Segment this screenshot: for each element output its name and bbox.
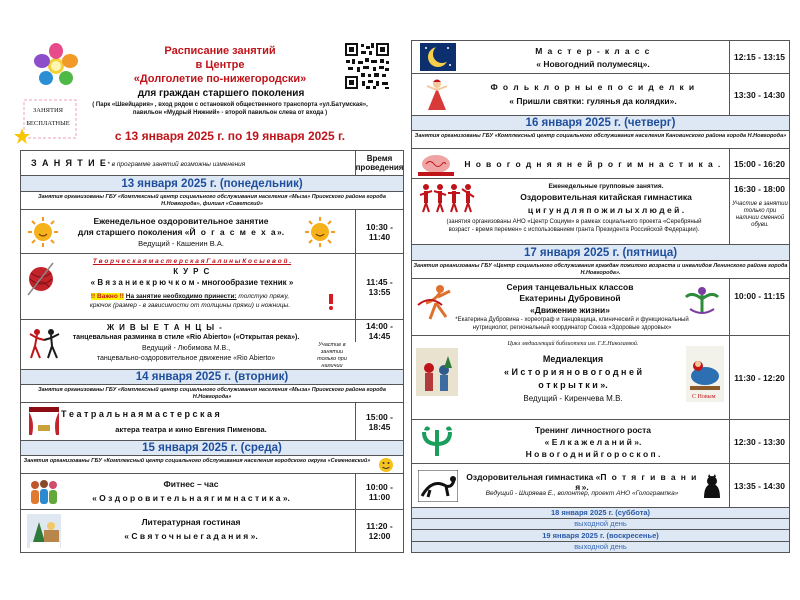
org-row-wednesday (21, 455, 403, 473)
dance-shoes-note: Участие в занятии только при наличии (317, 342, 347, 369)
org-row-monday (21, 191, 403, 209)
training-name: « Е л к а ж е л а н и й ». (544, 437, 642, 447)
org-text-wednesday: Занятия организованы ГБУ «Комплексный центр социального обслуживания населения городского округа «Семеновский» (23, 458, 371, 464)
class-row-training (412, 419, 789, 463)
lecture-name2: о т к р ы т к и ». (538, 380, 608, 390)
day-header-thursday: 16 января 2025 г. (четверг) (412, 115, 789, 130)
crochet-course: К У Р С (173, 267, 211, 276)
yoga-leader: Ведущий - Кашенин В.А. (138, 239, 224, 248)
org-row-tuesday (21, 384, 403, 402)
lecture-leader: Ведущий - Киренчева М.В. (523, 394, 623, 403)
org-text-friday: Занятия организованы ГБУ «Центр социального обслуживания граждан пожилого возраста и инвалидов Ленинского района города Н.Новгорода». (413, 263, 788, 276)
lecture-cycle: Цикл медиалекций библиотеки им. Г.Е.Николаевой. (507, 341, 639, 347)
stretch-time: 13:35 - 14:30 (729, 464, 789, 507)
star-icon (14, 128, 30, 144)
day-off-sunday: выходной день (412, 541, 789, 552)
stretch-leader: Ведущий - Ширяева Е., волонтер, проект АНО «Гологрампка» (485, 490, 679, 497)
class-row-stretch (412, 463, 789, 507)
class-row-qigong (412, 178, 789, 244)
literary-name: « С в я т о ч н ы е г а д а н и я ». (124, 531, 258, 541)
free-classes-badge (20, 98, 80, 142)
class-row-folk (412, 73, 789, 115)
left-page (20, 0, 404, 555)
class-row-theatre (21, 402, 403, 440)
dance-series-line4: *Екатерина Дубровина - хореограф и танцовщица, клинический и функциональный (455, 317, 689, 323)
master-time: 12:15 - 13:15 (729, 41, 789, 73)
crochet-name: « В я з а н и е к р ю ч к о м - многообразие техник » (90, 278, 294, 287)
sun-icon (28, 216, 58, 248)
neuro-name: Н о в о г о д н я я н е й р о г и м н а с т и к а . (464, 159, 722, 169)
qigong-shoes-note: Участие в занятии только при наличии сменной обуви. (732, 201, 788, 228)
dance-time: 14:00 - 14:45 (355, 320, 403, 342)
day-header-friday: 17 января 2025 г. (пятница) (412, 244, 789, 260)
class-row-fitness (21, 473, 403, 509)
sun-icon-right (305, 216, 335, 248)
folk-line1: Ф о л ь к л о р н ы е п о с и д е л к и (490, 82, 696, 92)
theatre-leader: актера театра и кино Евгения Пименова. (115, 425, 267, 434)
training-line3: Н о в о г о д н и й г о р о с к о п . (525, 449, 661, 459)
crochet-studio: Т в о р ч е с к а я м а с т е р с к а я Г а л и н ы К о с ы е в о й . (92, 258, 292, 265)
lecture-time: 11:30 - 12:20 (729, 336, 789, 419)
theatre-curtain-icon (29, 407, 59, 435)
header-address-line2: павильон «Мудрый Нижний» - второй павильон слева от входа ) (132, 110, 328, 116)
header-title-line1: Расписание занятий (164, 45, 276, 57)
literary-time: 11:20 - 12:00 (355, 510, 403, 552)
schedule-table-right (411, 40, 790, 553)
dance-leader: Ведущий - Любимова М.В., (141, 345, 231, 352)
class-row-master (412, 41, 789, 73)
svg-text:С Новым: С Новым (692, 394, 716, 400)
folk-dancer-icon (422, 78, 452, 112)
table-header-row (21, 151, 403, 175)
class-row-lecture (412, 335, 789, 419)
class-row-literary (21, 509, 403, 552)
stretch-name: П о т я г и в а н и я (575, 472, 698, 492)
theatre-name: Т е а т р а л ь н а я м а с т е р с к а я (61, 409, 220, 419)
christmas-scene-icon (27, 514, 61, 548)
day-header-saturday: 18 января 2025 г. (суббота) (412, 507, 789, 518)
vintage-postcard-icon (416, 348, 458, 408)
class-row-neuro (412, 148, 789, 178)
theatre-time: 15:00 - 18:45 (355, 403, 403, 440)
header-date-range: с 13 января 2025 г. по 19 января 2025 г. (114, 129, 346, 143)
org-row-thursday (412, 130, 789, 148)
free-badge-line1: ЗАНЯТИЯ (33, 107, 63, 114)
fitness-group-icon (27, 477, 61, 507)
lecture-name: « И с т о р и я н о в о г о д н е й (503, 367, 643, 377)
dance-line4: танцевально-оздоровительное движение «Rio Abierto» (96, 355, 276, 362)
crescent-moon-icon (420, 43, 456, 71)
crochet-time: 11:45 - 13:55 (355, 254, 403, 319)
dance-series-time: 10:00 - 11:15 (729, 279, 789, 335)
flower-logo-icon (30, 41, 82, 91)
day-header-wednesday: 15 января 2025 г. (среда) (21, 440, 403, 455)
yoga-time: 10:30 - 11:40 (355, 210, 403, 253)
dance-series-name: «Движение жизни» (530, 305, 610, 315)
yoga-line1: Еженедельное оздоровительное занятие (93, 216, 269, 226)
time-column-header: Время проведения (355, 151, 403, 175)
yarn-ball-icon (25, 261, 57, 297)
dance-name: Ж И В Ы Е Т А Н Ц Ы - (106, 323, 224, 332)
qigong-time: 16:30 - 18:00 (729, 179, 789, 244)
day-header-tuesday: 14 января 2025 г. (вторник) (21, 369, 403, 384)
stretch-line1: Оздоровительная гимнастика «П о т я г и в а н и я». (466, 472, 698, 492)
neuro-time: 15:00 - 16:20 (729, 149, 789, 178)
header-title-line3: «Долголетие по-нижегородски» (133, 73, 307, 85)
qigong-line2: Оздоровительная китайская гимнастика (520, 192, 692, 202)
fitness-line1: Фитнес – час (163, 479, 219, 489)
table-header-note: * в программе занятий возможны изменения (107, 161, 246, 168)
folk-name: « Пришли святки: гулянья да колядки». (509, 96, 677, 106)
lecture-line1: Медиалекция (542, 354, 604, 364)
header-subtitle: для граждан старшего поколения (137, 88, 305, 99)
qigong-line1: Еженедельные групповые занятия. (548, 183, 664, 190)
exclamation-icon (326, 294, 336, 310)
smiley-icon (376, 456, 396, 474)
master-name: « Новогодний полумесяц». (536, 59, 650, 69)
org-row-friday (412, 260, 789, 278)
class-row-yoga (21, 209, 403, 253)
qigong-name: ц и г у н д л я п о ж и л ы х л ю д е й . (527, 205, 685, 215)
day-header-sunday: 19 января 2025 г. (воскресенье) (412, 529, 789, 541)
org-text-tuesday: Занятия организованы ГБУ «Комплексный центр социального обслуживания населения «Мыза» Приокского района города Н.Новгорода» (38, 387, 386, 400)
dance-line2: танцевальная разминка в стиле «Rio Abierto» («Открытая река»). (72, 334, 300, 341)
cat-stretch-icon (418, 470, 458, 502)
literary-line1: Литературная гостиная (141, 517, 241, 527)
qigong-line4: (занятия организованы АНО «Центр Социум» в рамках социального проекта «Серебряный (446, 219, 702, 225)
crochet-requirements: !! Важно !! На занятие необходимо принести: толстую пряжу, крючок (размер - в зависимости от толщины пряжи) и ножницы. (89, 293, 291, 309)
day-header-monday: 13 января 2025 г. (понедельник) (21, 175, 403, 191)
wellness-logo-icon (682, 283, 722, 317)
fitness-time: 10:00 - 11:00 (355, 474, 403, 509)
fitness-name: « О з д о р о в и т е л ь н а я г и м н а с т и к а ». (92, 493, 290, 503)
dance-series-line5: нутрициолог, региональный координатор Союза «Здоровые здоровых» (472, 325, 672, 331)
free-badge-line2: БЕСПЛАТНЫЕ (26, 120, 70, 127)
folk-time: 13:30 - 14:30 (729, 74, 789, 115)
dance-series-line1: Серия танцевальных классов (506, 282, 634, 292)
table-header-title: З А Н Я Т И Е (31, 158, 108, 168)
important-marker: !! Важно !! (90, 293, 124, 300)
yoga-name: Й о г а с м е х а (189, 227, 277, 237)
org-text-monday: Занятия организованы ГБУ «Комплексный центр социального обслуживания населения «Мыза» Приокского района города Н.Новгорода», филиал «Советский» (38, 194, 386, 207)
training-time: 12:30 - 13:30 (729, 420, 789, 463)
psi-symbol-icon (420, 426, 454, 458)
training-line1: Тренинг личностного роста (534, 425, 652, 435)
brain-training-icon (416, 151, 456, 177)
class-row-dance (21, 319, 403, 369)
schedule-header (20, 38, 404, 148)
cat-silhouette-icon (700, 474, 724, 500)
yoga-line2: для старшего поколения «Й о г а с м е х а». (77, 227, 285, 237)
master-line1: М а с т е р - к л а с с (535, 46, 651, 56)
header-title-line2: в Центре (195, 59, 245, 71)
dance-series-line2: Екатерины Дубровиной (519, 293, 621, 303)
org-text-thursday: Занятия организованы ГБУ «Комплексный центр социального обслуживания населения Кановинского района города Н.Новгорода» (414, 133, 787, 139)
santa-postcard-icon (686, 346, 724, 402)
qigong-figures-icon (418, 183, 484, 213)
header-address-line1: ( Парк «Швейцария» , вход рядом с остановкой общественного транспорта «ул.Батумская», (92, 102, 368, 108)
qr-code-icon[interactable] (343, 41, 391, 91)
day-off-saturday: выходной день (412, 518, 789, 529)
qigong-line5: возраст - время перемен» с использованием гранта Президента Российской Федерации). (448, 227, 700, 233)
class-row-crochet (21, 253, 403, 319)
schedule-table-left (20, 150, 404, 553)
dancers-icon (27, 326, 61, 362)
class-row-dance-series (412, 278, 789, 335)
right-page (411, 0, 791, 555)
